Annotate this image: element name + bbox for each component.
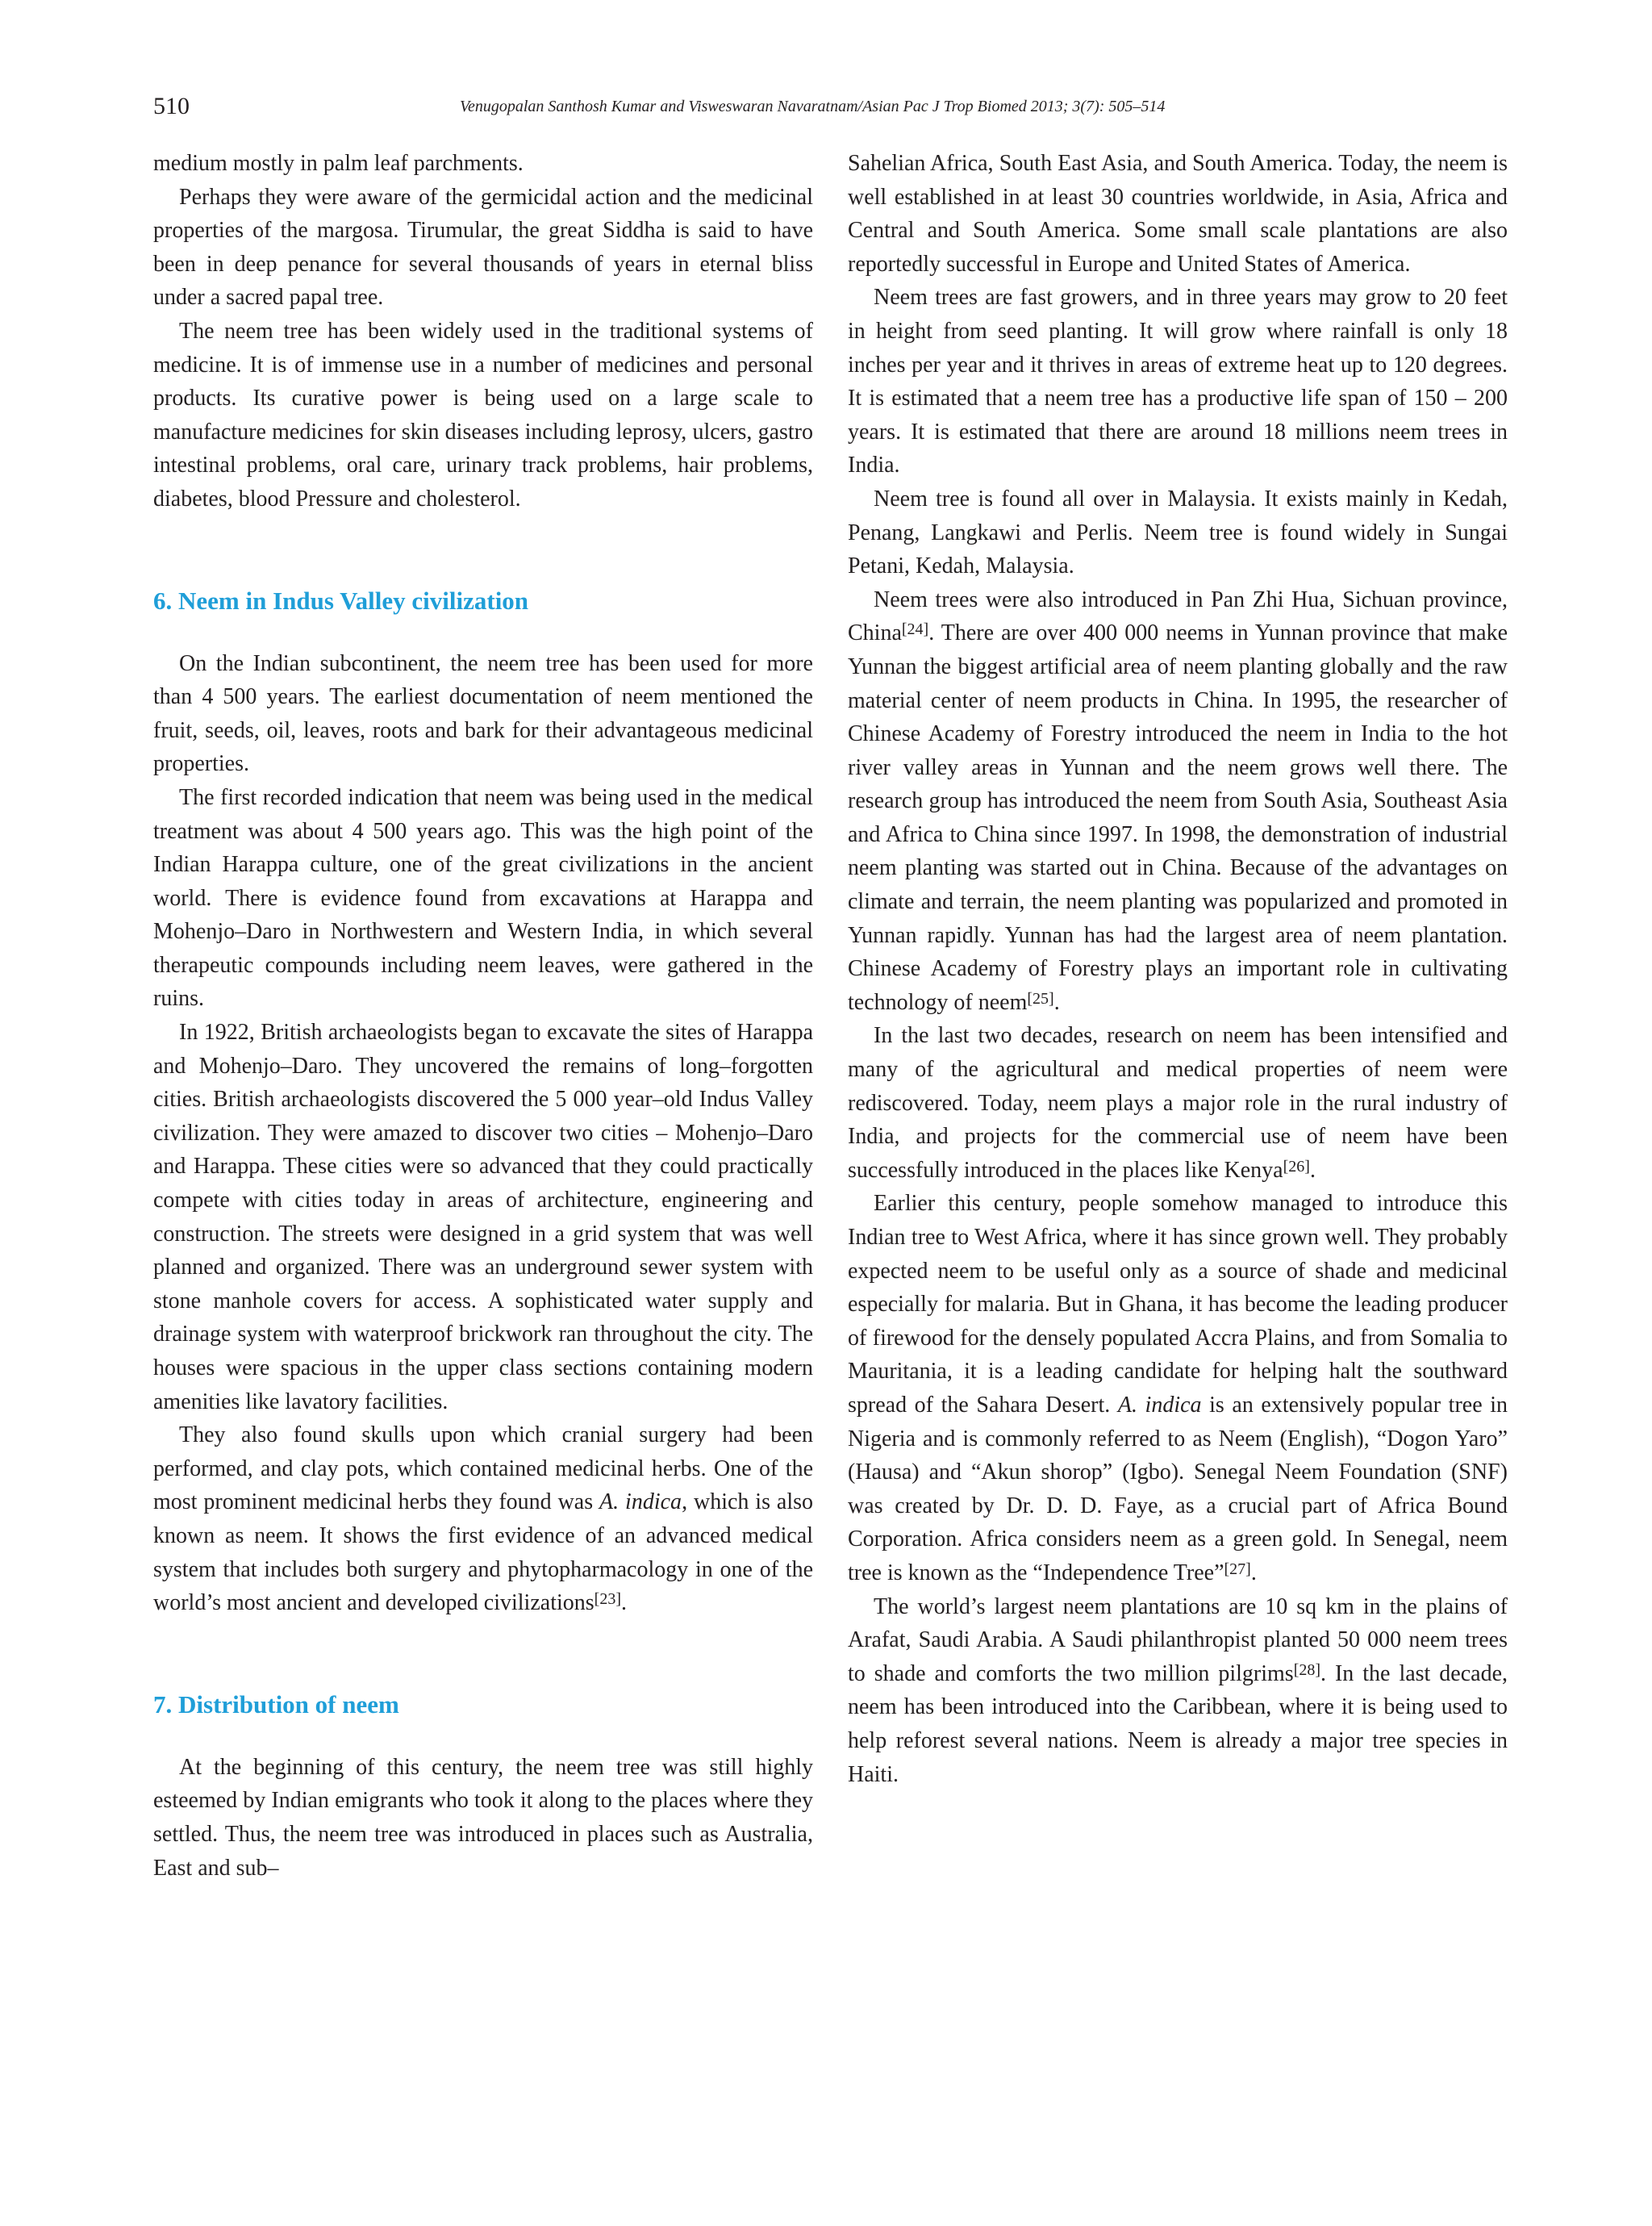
paragraph: The neem tree has been widely used in the traditional systems of medicine. It is of immense use in a number of medicines and personal products. Its curative power is being used on a large scale to manufacture medicines for skin diseases including leprosy, ulcers, gastro intestinal problems, oral care, urinary track problems, hair problems, diabetes, blood Pressure and cholesterol. [153, 318, 813, 512]
citation-link[interactable]: [26] [1283, 1157, 1310, 1176]
section-heading: 7. Distribution of neem [153, 1689, 399, 1719]
running-head: Venugopalan Santhosh Kumar and Visweswaran Navaratnam/Asian Pac J Trop Biomed 2013; 3(7): 505–514 [460, 98, 1166, 115]
page-number: 510 [153, 93, 190, 119]
citation-link[interactable]: [25] [1027, 989, 1054, 1008]
species-name: A. indica [599, 1489, 682, 1515]
paragraph: At the beginning of this century, the neem tree was still highly esteemed by Indian emigrants who took it along to the places where they settled. Thus, the neem tree was introduced in places such as Australia, East and sub– [153, 1754, 813, 1881]
text-run: Earlier this century, people somehow managed to introduce this Indian tree to West Africa, where it has since grown well. They probably expected neem to be useful only as a source of shade and medicinal especially for malaria. But in Ghana, it has become the leading producer of firewood for the densely populated Accra Plains, and from Somalia to Mauritania, it is a leading candidate for helping halt the southward spread of the Sahara Desert. [848, 1191, 1508, 1418]
text-run: . [620, 1590, 627, 1616]
text-run: They also found skulls upon which cranial surgery had been performed, and clay pots, which contained medicinal herbs. One of the most prominent medicinal herbs they found was [153, 1422, 813, 1515]
text-run: Neem trees were also introduced in Pan Zhi Hua, Sichuan province, China [848, 587, 1508, 646]
text-run: , which is also known as neem. It shows the first evidence of an advanced medical system that includes both surgery and phytopharmacology in one of the world’s most ancient and developed civilizations [153, 1489, 814, 1616]
paragraph [848, 1590, 1508, 1792]
paragraph: Neem tree is found all over in Malaysia. It exists mainly in Kedah, Penang, Langkawi and Perlis. Neem tree is found widely in Sungai Petani, Kedah, Malaysia. [848, 486, 1508, 579]
paragraph: In 1922, British archaeologists began to excavate the sites of Harappa and Mohenjo–Daro. They uncovered the remains of long–forgotten cities. British archaeologists discovered the 5 000 year–old Indus Valley civilization. They were amazed to discover two cities – Mohenjo–Daro and Harappa. These cities were so advanced that they could practically compete with cities today in areas of architecture, engineering and construction. The streets were designed in a grid system that was well planned and organized. There was an underground sewer system with stone manhole covers for access. A sophisticated water supply and drainage system with waterproof brickwork ran throughout the city. The houses were spacious in the upper class sections containing modern amenities like lavatory facilities. [153, 1020, 813, 1414]
citation-link[interactable]: [28] [1293, 1660, 1321, 1679]
citation-link[interactable]: [27] [1224, 1560, 1251, 1578]
paragraph [848, 583, 1508, 1020]
paragraph: medium mostly in palm leaf parchments. [153, 151, 524, 176]
text-run: . [1250, 1560, 1257, 1585]
text-run: . [1053, 989, 1060, 1015]
citation-link[interactable]: [23] [594, 1590, 621, 1609]
paragraph: Perhaps they were aware of the germicidal action and the medicinal properties of the margosa. Tirumular, the great Siddha is said to have been in deep penance for several thousands of years in eternal bliss under a sacred papal tree. [153, 184, 813, 311]
text-run: . There are over 400 000 neems in Yunnan province that make Yunnan the biggest artificial area of neem planting globally and the raw material center of neem products in China. In 1995, the researcher of Chinese Academy of Forestry introduced the neem in India to the hot river valley areas in Yunnan and the neem grows well there. The research group has introduced the neem from South Asia, Southeast Asia and Africa to China since 1997. In 1998, the demonstration of industrial neem planting was started out in China. Because of the advantages on climate and terrain, the neem planting was popularized and promoted in Yunnan rapidly. Yunnan has had the largest area of neem plantation. Chinese Academy of Forestry plays an important role in cultivating technology of neem [848, 620, 1508, 1015]
right-column [848, 147, 1508, 1791]
text-run: . [1309, 1157, 1316, 1183]
text-run: is an extensively popular tree in Nigeria and is commonly referred to as Neem (English), “Dogon Yaro” (Hausa) and “Akun shorop” (Igbo). Senegal Neem Foundation (SNF) was created by Dr. D. D. Faye, as a crucial part of Africa Bound Corporation. Africa considers neem as a green gold. In Senegal, neem tree is known as the “Independence Tree” [848, 1392, 1508, 1585]
paragraph [848, 1187, 1508, 1589]
paragraph [848, 1019, 1508, 1187]
page-header [153, 90, 1499, 123]
paragraph: On the Indian subcontinent, the neem tree has been used for more than 4 500 years. The earliest documentation of neem mentioned the fruit, seeds, oil, leaves, roots and bark for their advantageous medicinal properties. [153, 650, 813, 777]
citation-link[interactable]: [24] [901, 620, 929, 639]
text-run: In the last two decades, research on neem has been intensified and many of the agricultural and medical properties of neem were rediscovered. Today, neem plays a major role in the rural industry of India, and projects for the commercial use of neem have been successfully introduced in the places like Kenya [848, 1023, 1508, 1183]
left-column [153, 147, 813, 1885]
text-run: . In the last decade, neem has been introduced into the Caribbean, where it is being used to help reforest several nations. Neem is already a major tree species in Haiti. [848, 1660, 1508, 1787]
paragraph [153, 1418, 813, 1620]
section-heading: 6. Neem in Indus Valley civilization [153, 586, 529, 615]
species-name: A. indica [1117, 1392, 1202, 1418]
paragraph: The first recorded indication that neem was being used in the medical treatment was about 4 500 years ago. This was the high point of the Indian Harappa culture, one of the great civilizations in the ancient world. There is evidence found from excavations at Harappa and Mohenjo–Daro in Northwestern and Western India, in which several therapeutic compounds including neem leaves, were gathered in the ruins. [153, 784, 813, 1012]
paragraph: Sahelian Africa, South East Asia, and South America. Today, the neem is well established in at least 30 countries worldwide, in Asia, Africa and Central and South America. Some small scale plantations are also reportedly successful in Europe and United States of America. [848, 151, 1508, 277]
paragraph: Neem trees are fast growers, and in three years may grow to 20 feet in height from seed planting. It will grow where rainfall is only 18 inches per year and it thrives in areas of extreme heat up to 120 degrees. It is estimated that a neem tree has a productive life span of 150 – 200 years. It is estimated that there are around 18 millions neem trees in India. [848, 285, 1508, 478]
text-run: The world’s largest neem plantations are 10 sq km in the plains of Arafat, Saudi Arabia. A Saudi philanthropist planted 50 000 neem trees to shade and comforts the two million pilgrims [848, 1593, 1508, 1686]
